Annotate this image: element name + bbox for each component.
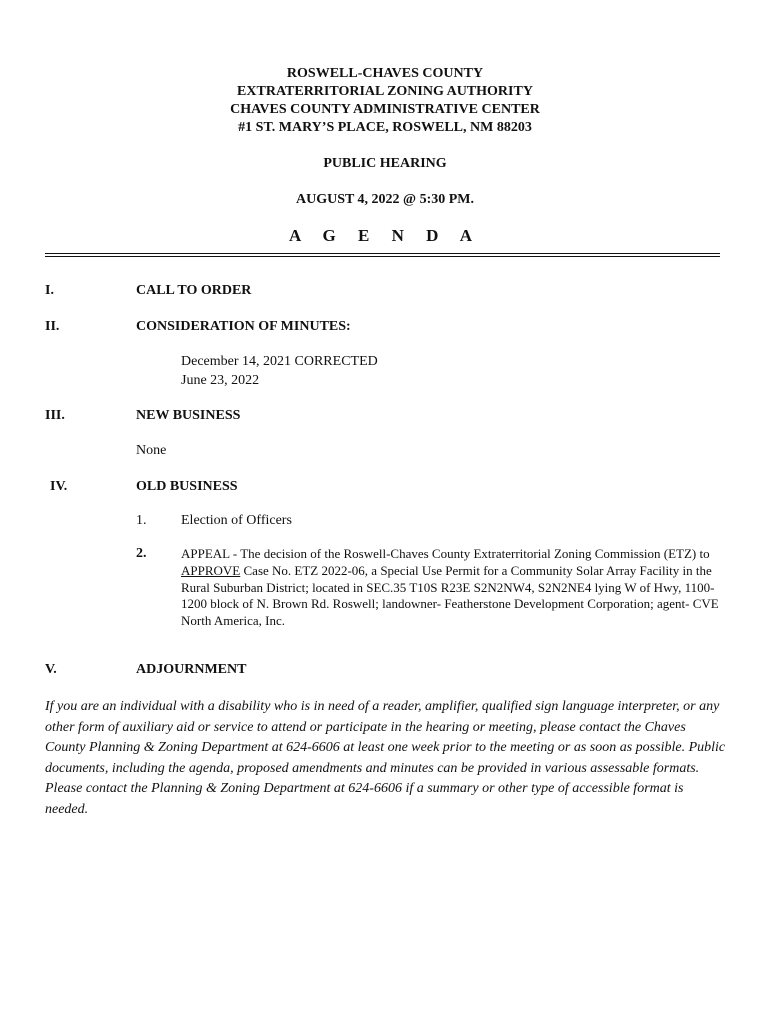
divider-rule <box>45 253 720 254</box>
section-title: ADJOURNMENT <box>136 662 247 677</box>
item-number: 2. <box>136 546 147 561</box>
section-number: I. <box>45 283 54 298</box>
section-number: IV. <box>50 479 68 494</box>
section-title: CONSIDERATION OF MINUTES: <box>136 319 351 334</box>
hearing-title: PUBLIC HEARING <box>323 156 447 171</box>
appeal-text-part: APPEAL - The decision of the Roswell-Chaves County Extraterritorial Zoning Commission (ETZ) to <box>181 546 710 561</box>
appeal-approve-underlined: APPROVE <box>181 562 241 578</box>
section-number: II. <box>45 319 60 334</box>
section-title: CALL TO ORDER <box>136 283 252 298</box>
header-center: CHAVES COUNTY ADMINISTRATIVE CENTER <box>230 102 540 117</box>
minutes-item: December 14, 2021 CORRECTED <box>181 354 378 369</box>
header-address: #1 ST. MARY’S PLACE, ROSWELL, NM 88203 <box>238 120 532 135</box>
section-title: OLD BUSINESS <box>136 479 238 494</box>
item-text: Election of Officers <box>181 513 292 528</box>
agenda-title: A G E N D A <box>288 226 482 245</box>
divider-rule <box>45 256 720 257</box>
minutes-item: June 23, 2022 <box>181 373 260 388</box>
new-business-body: None <box>136 443 167 458</box>
header-county: ROSWELL-CHAVES COUNTY <box>286 66 484 81</box>
appeal-text-part: Case No. ETZ 2022-06, a Special Use Permit for a Community Solar Array Facility in the Rural Suburban District; located in SEC.35 T10S R23E S2N2NW4, S2N2NE4 lying W of Hwy, 1100-1200 block of N. Brown Rd. Roswell; landowner- Featherstone Development Corporation; agent- CVE North America, Inc. <box>181 562 719 629</box>
item-number: 1. <box>136 513 147 528</box>
section-number: III. <box>45 408 65 423</box>
section-number: V. <box>45 662 57 677</box>
section-title: NEW BUSINESS <box>136 408 241 423</box>
appeal-item-text <box>181 546 726 630</box>
header-authority: EXTRATERRITORIAL ZONING AUTHORITY <box>237 84 533 99</box>
hearing-datetime: AUGUST 4, 2022 @ 5:30 PM. <box>295 192 475 207</box>
accessibility-notice: If you are an individual with a disability who is in need of a reader, amplifier, qualified sign language interpreter, or any other form of auxiliary aid or service to attend or participate in the hearing or meeting, please contact the Chaves County Planning & Zoning Department at 624-6606 at least one week prior to the meeting or as soon as possible. Public documents, including the agenda, proposed amendments and minutes can be provided in various assessable formats. Please contact the Planning & Zoning Department at 624-6606 if a summary or other type of accessible format is needed. <box>45 699 726 817</box>
